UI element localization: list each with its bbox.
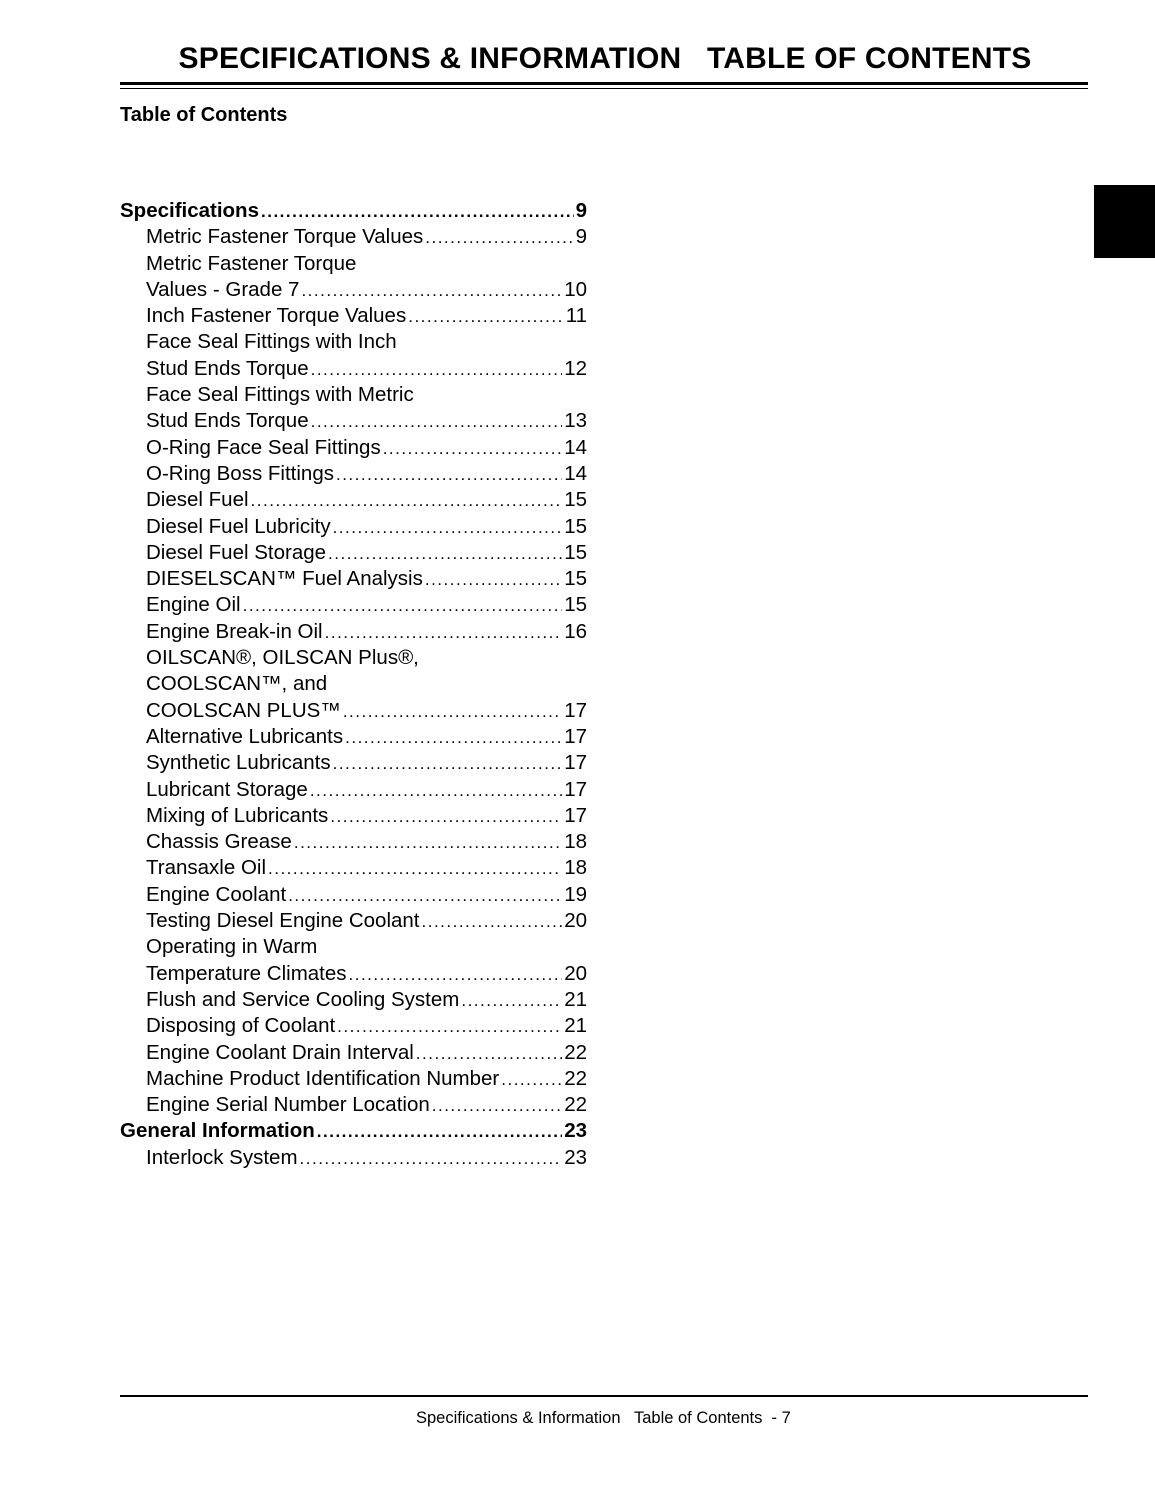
dot-leader (328, 541, 562, 567)
dot-leader (349, 962, 563, 988)
toc-entry-title: Testing Diesel Engine Coolant (146, 909, 420, 933)
dot-leader (408, 304, 564, 330)
toc-entry-title: Chassis Grease (146, 830, 292, 854)
toc-page-number: 22 (564, 1040, 587, 1064)
dot-leader (251, 488, 563, 514)
dot-leader (311, 357, 563, 383)
toc-entry-title: Interlock System (146, 1145, 298, 1169)
toc-page-number: 17 (564, 751, 587, 775)
toc-entry[interactable] (120, 987, 587, 1013)
toc-entry[interactable] (120, 829, 587, 855)
toc-page-number: 15 (564, 567, 587, 591)
toc-entry[interactable] (120, 1066, 587, 1092)
dot-leader (300, 1146, 563, 1172)
toc-page-number: 11 (565, 304, 587, 328)
dot-leader (416, 1041, 562, 1067)
toc-page-number: 15 (564, 540, 587, 564)
header-rule-thin (120, 88, 1088, 89)
toc-entry-title: COOLSCAN PLUS™ (146, 698, 341, 722)
toc-entry[interactable] (120, 882, 587, 908)
dot-leader (243, 593, 563, 619)
toc-entry[interactable] (120, 251, 587, 277)
toc-entry[interactable] (120, 908, 587, 934)
toc-entry-title: Stud Ends Torque (146, 356, 309, 380)
dot-leader (343, 699, 562, 725)
dot-leader (336, 462, 562, 488)
toc-section-entry[interactable] (120, 198, 587, 224)
dot-leader (461, 988, 562, 1014)
toc-page-number: 15 (564, 593, 587, 617)
toc-section-entry[interactable] (120, 1118, 587, 1144)
section-tab-marker (1094, 185, 1155, 258)
toc-entry-title: Machine Product Identification Number (146, 1066, 500, 1090)
toc-entry-title: Disposing of Coolant (146, 1014, 336, 1038)
toc-entry-title: Mixing of Lubricants (146, 803, 329, 827)
toc-entry-title: Stud Ends Torque (146, 409, 309, 433)
dot-leader (317, 1119, 562, 1145)
toc-page-number: 18 (564, 856, 587, 880)
dot-leader (333, 751, 563, 777)
dot-leader (422, 909, 563, 935)
toc-entry-title: COOLSCAN™, and (146, 672, 328, 696)
toc-entry[interactable] (120, 961, 587, 987)
dot-leader (425, 567, 562, 593)
toc-entry[interactable] (120, 724, 587, 750)
section-heading: Table of Contents (120, 104, 288, 126)
toc-entry[interactable] (120, 619, 587, 645)
toc-page-number: 19 (564, 882, 587, 906)
toc-entry-title: Engine Coolant (146, 882, 287, 906)
dot-leader (425, 225, 573, 251)
toc-entry[interactable] (120, 934, 587, 960)
dot-leader (261, 199, 574, 225)
dot-leader (432, 1093, 562, 1119)
header-rule-thick (120, 82, 1088, 85)
page-footer: Specifications & Information Table of Contents - 7 (416, 1409, 791, 1427)
toc-entry[interactable] (120, 224, 587, 250)
toc-entry-title: Face Seal Fittings with Inch (146, 330, 397, 354)
toc-entry-title: Alternative Lubricants (146, 724, 344, 748)
dot-leader (337, 1014, 562, 1040)
toc-entry[interactable] (120, 698, 587, 724)
dot-leader (501, 1067, 562, 1093)
toc-entry[interactable] (120, 645, 587, 671)
toc-entry[interactable] (120, 408, 587, 434)
toc-entry[interactable] (120, 329, 587, 355)
toc-entry-title: Specifications (120, 199, 259, 222)
toc-page-number: 18 (564, 830, 587, 854)
dot-leader (268, 856, 562, 882)
toc-entry[interactable] (120, 1092, 587, 1118)
page-title: SPECIFICATIONS & INFORMATION TABLE OF CONTENTS (178, 42, 1032, 75)
toc-entry-title: O-Ring Face Seal Fittings (146, 435, 381, 459)
dot-leader (288, 883, 562, 909)
toc-entry[interactable] (120, 1040, 587, 1066)
dot-leader (325, 620, 563, 646)
toc-entry-title: General Information (120, 1119, 315, 1143)
dot-leader (330, 804, 562, 830)
toc-entry-title: Inch Fastener Torque Values (146, 304, 407, 328)
toc-page-number: 17 (564, 803, 587, 827)
toc-page-number: 9 (575, 225, 587, 249)
toc-page-number: 13 (564, 409, 587, 433)
toc-entry[interactable] (120, 592, 587, 618)
toc-page-number: 12 (564, 356, 587, 380)
toc-page-number: 20 (564, 909, 587, 933)
toc-entry-title: Diesel Fuel Storage (146, 540, 327, 564)
toc-page-number: 21 (564, 987, 587, 1011)
toc-page-number: 23 (564, 1145, 587, 1169)
toc-page-number: 15 (564, 488, 587, 512)
toc-entry[interactable] (120, 750, 587, 776)
toc-entry-title: Transaxle Oil (146, 856, 266, 880)
toc-page-number: 22 (564, 1093, 587, 1117)
toc-entry[interactable] (120, 514, 587, 540)
toc-entry[interactable] (120, 487, 587, 513)
toc-entry[interactable] (120, 382, 587, 408)
toc-page-number: 15 (564, 514, 587, 538)
toc-entry[interactable] (120, 461, 587, 487)
toc-entry[interactable] (120, 855, 587, 881)
toc-page-number: 17 (564, 698, 587, 722)
toc-entry-title: Temperature Climates (146, 961, 347, 985)
toc-page-number: 17 (564, 777, 587, 801)
toc-entry[interactable] (120, 303, 587, 329)
toc-entry[interactable] (120, 1145, 587, 1171)
toc-entry-title: Diesel Fuel (146, 488, 249, 512)
toc-entry-title: Metric Fastener Torque Values (146, 225, 424, 249)
toc-page-number: 9 (575, 199, 587, 222)
toc-entry-title: Lubricant Storage (146, 777, 308, 801)
dot-leader (294, 830, 562, 856)
toc-entry[interactable] (120, 1013, 587, 1039)
toc-page-number: 23 (564, 1119, 587, 1143)
toc-entry[interactable] (120, 540, 587, 566)
toc-entry[interactable] (120, 435, 587, 461)
dot-leader (333, 515, 563, 541)
toc-entry-title: O-Ring Boss Fittings (146, 461, 334, 485)
dot-leader (311, 409, 563, 435)
toc-entry-title: Face Seal Fittings with Metric (146, 383, 414, 407)
toc-entry[interactable] (120, 356, 587, 382)
table-of-contents (120, 198, 587, 1171)
toc-entry-title: OILSCAN®, OILSCAN Plus®, (146, 646, 419, 670)
toc-page-number: 20 (564, 961, 587, 985)
toc-entry-title: Synthetic Lubricants (146, 751, 331, 775)
toc-page-number: 14 (564, 461, 587, 485)
dot-leader (301, 278, 562, 304)
toc-page-number: 17 (564, 724, 587, 748)
toc-entry-title: Values - Grade 7 (146, 277, 300, 301)
toc-entry-title: Engine Coolant Drain Interval (146, 1040, 414, 1064)
toc-entry-title: Flush and Service Cooling System (146, 987, 460, 1011)
toc-page-number: 21 (564, 1014, 587, 1038)
toc-entry-title: Metric Fastener Torque (146, 251, 357, 275)
toc-entry-title: Operating in Warm (146, 935, 318, 959)
dot-leader (310, 778, 562, 804)
toc-page-number: 10 (564, 277, 587, 301)
toc-entry-title: Diesel Fuel Lubricity (146, 514, 331, 538)
footer-rule (120, 1395, 1088, 1397)
toc-entry-title: Engine Serial Number Location (146, 1093, 430, 1117)
toc-entry[interactable] (120, 803, 587, 829)
toc-entry-title: DIESELSCAN™ Fuel Analysis (146, 567, 423, 591)
toc-page-number: 16 (564, 619, 587, 643)
toc-page-number: 22 (564, 1066, 587, 1090)
toc-entry-title: Engine Oil (146, 593, 241, 617)
toc-entry[interactable] (120, 777, 587, 803)
dot-leader (345, 725, 562, 751)
toc-entry[interactable] (120, 566, 587, 592)
toc-entry[interactable] (120, 671, 587, 697)
toc-entry[interactable] (120, 277, 587, 303)
dot-leader (383, 436, 562, 462)
toc-entry-title: Engine Break-in Oil (146, 619, 323, 643)
toc-page-number: 14 (564, 435, 587, 459)
